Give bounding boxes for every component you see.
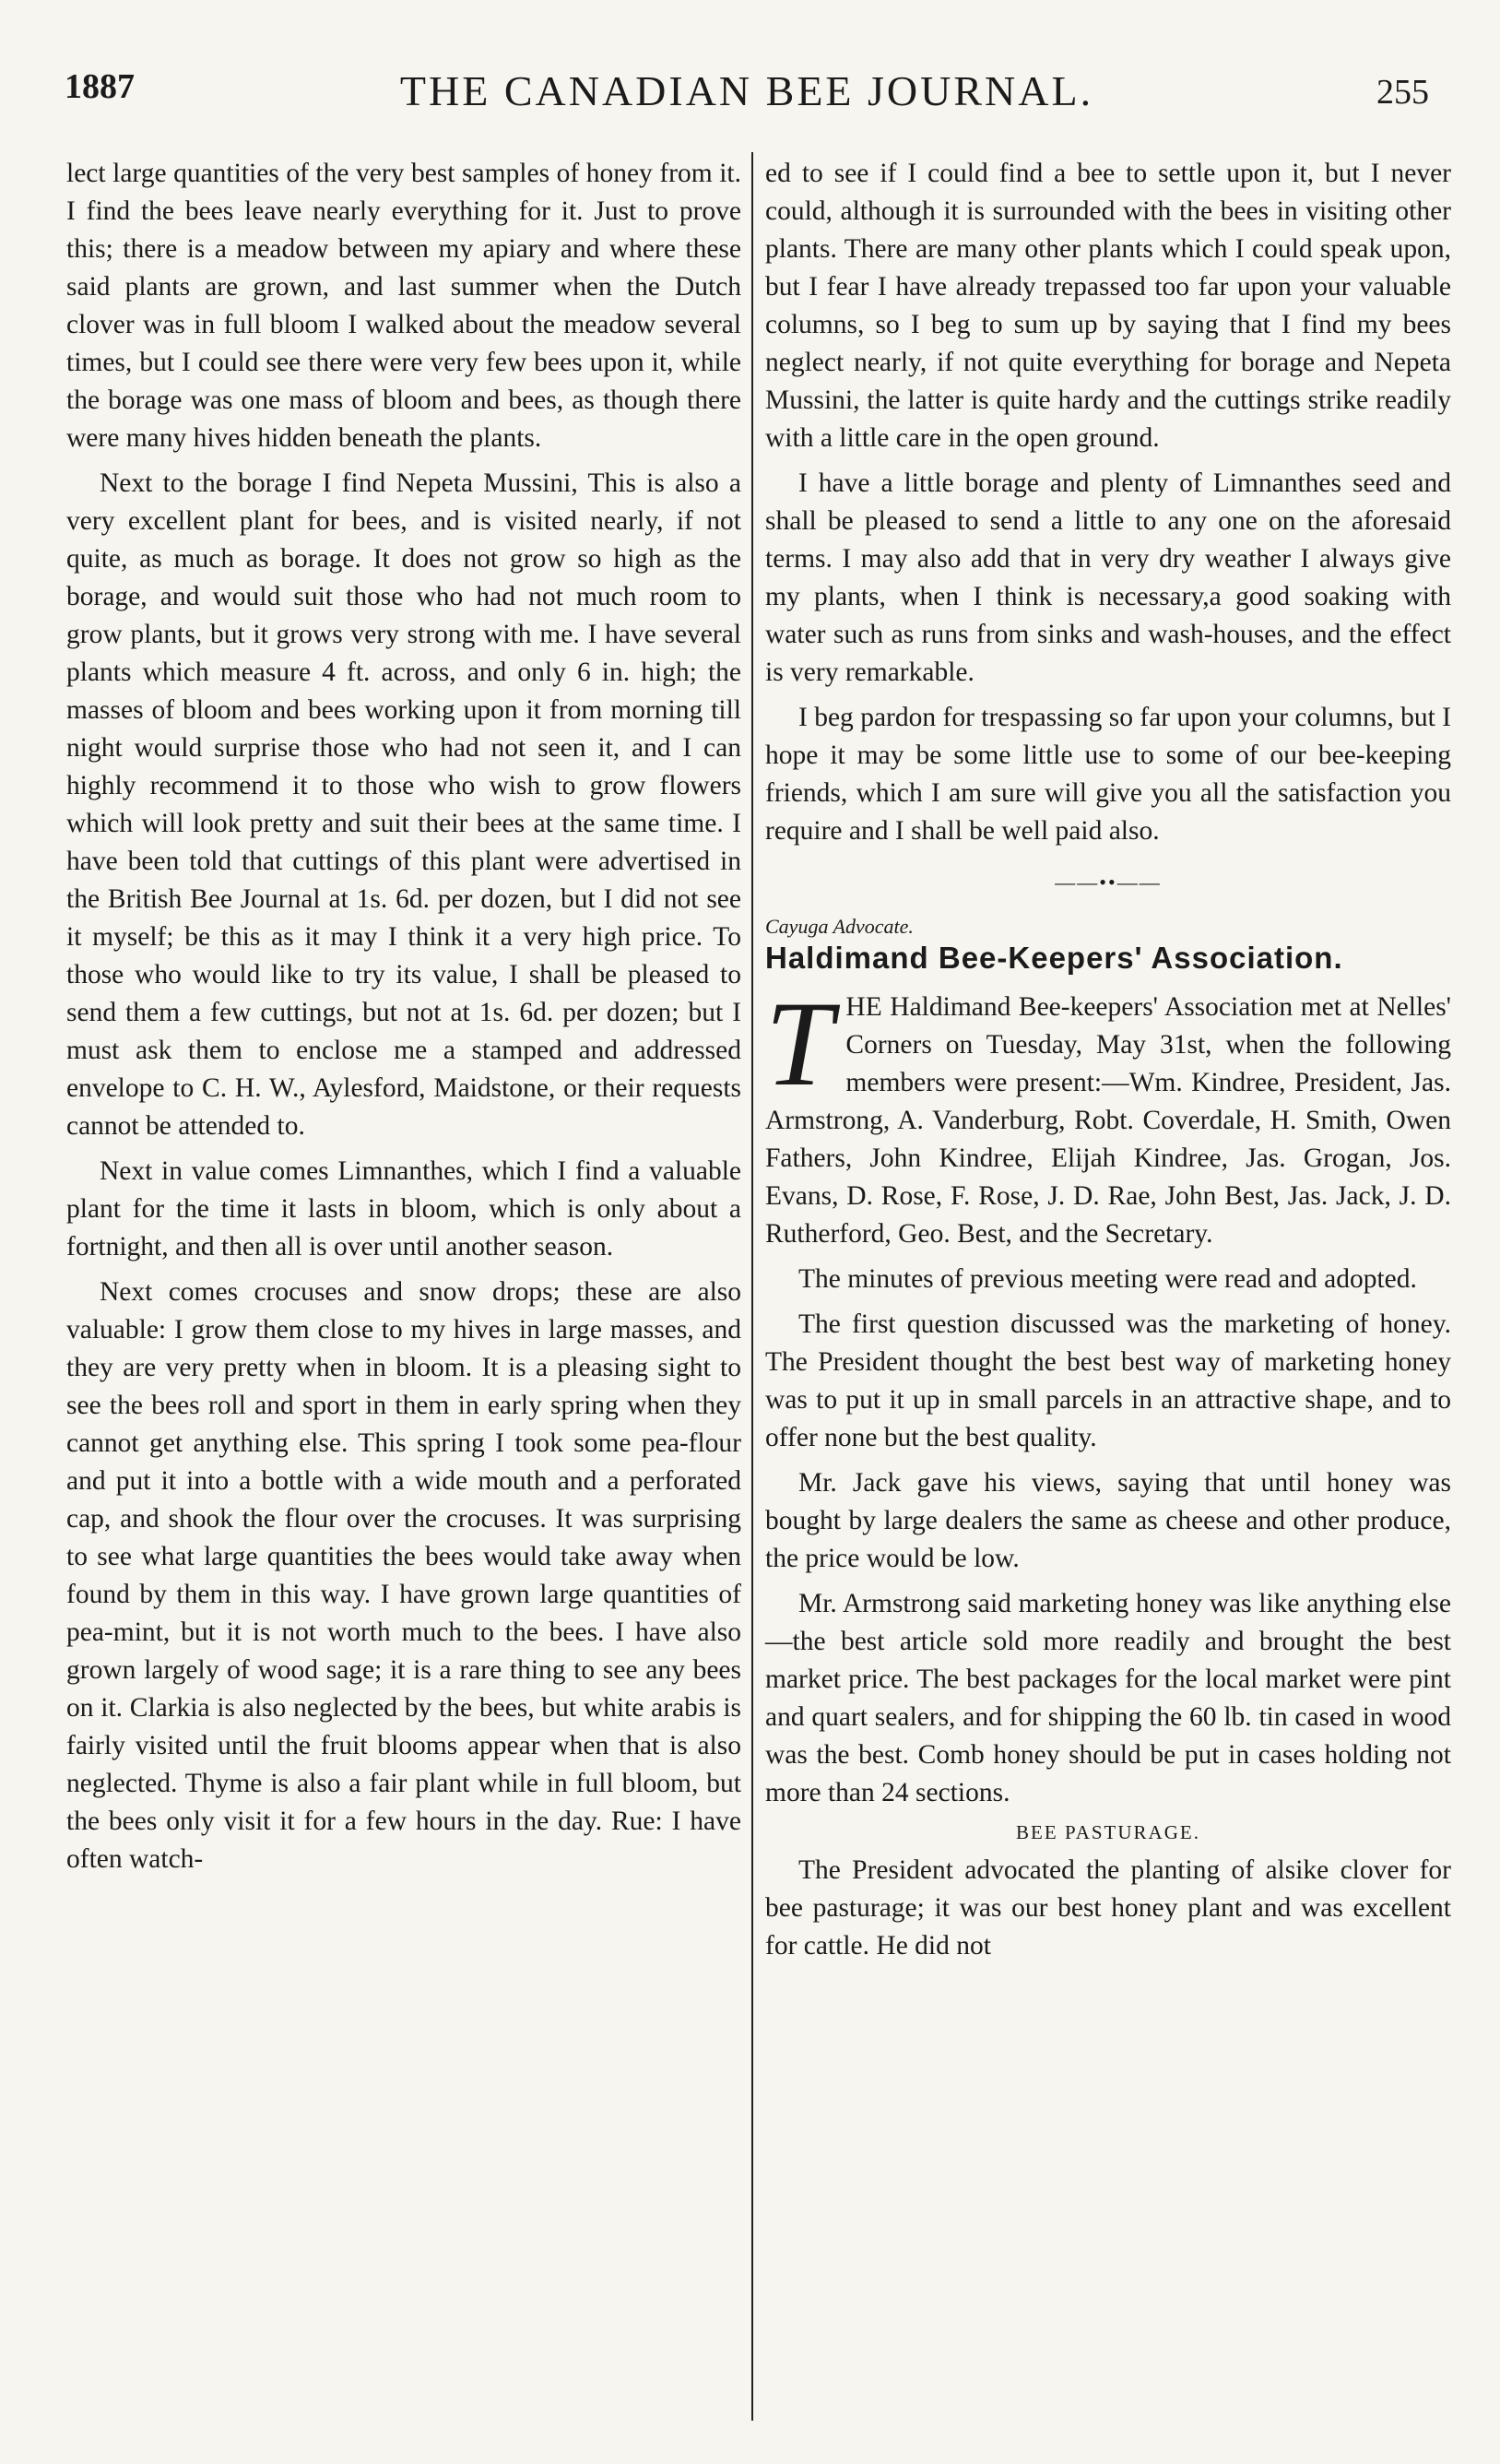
journal-title: THE CANADIAN BEE JOURNAL. <box>399 67 1094 114</box>
paragraph: lect large quantities of the very best samples of honey from it. I find the bees leave nearly everything for it. Just to prove this; there is a meadow between my apiary and where these said plants are grown, and last summer when the Dutch clover was in full bloom I walked about the meadow several times, but I could see there were very few bees upon it, while the borage was one mass of bloom and bees, as though there were many hives hidden beneath the plants. <box>66 159 741 453</box>
page-number: 255 <box>1376 73 1429 112</box>
paragraph: HE Haldimand Bee-keepers' Association met at Nelles' Corners on Tuesday, May 31st, when the following members were present:—Wm. Kindree, President, Jas. Armstrong, A. Vanderburg, Robt. Coverdale, H. Smith, Owen Fathers, John Kindree, Elijah Kindree, Jas. Grogan, Jos. Evans, D. Rose, F. Rose, J. D. Rae, John Best, Jas. Jack, J. D. Rutherford, Geo. Best, and the Secretary. <box>765 992 1451 1249</box>
article-opening <box>765 976 1451 1253</box>
section-divider: ——••—— <box>1055 871 1162 894</box>
left-column <box>66 155 741 1886</box>
column-rule <box>751 152 753 2421</box>
drop-cap: T <box>765 976 833 1111</box>
paragraph: Next in value comes Limnanthes, which I find a valuable plant for the time it lasts in bloom, which is only about a fortnight, and then all is over until another season. <box>66 1156 741 1262</box>
paragraph: Mr. Jack gave his views, saying that until honey was bought by large dealers the same as cheese and other produce, the price would be low. <box>765 1468 1451 1573</box>
paragraph: The President advocated the planting of alsike clover for bee pasturage; it was our best honey plant and was excellent for cattle. He did not <box>765 1855 1451 1961</box>
paragraph: Next comes crocuses and snow drops; these are also valuable: I grow them close to my hives in large masses, and they are very pretty when in bloom. It is a pleasing sight to see the bees roll and sport in them in early spring when they cannot get anything else. This spring I took some pea-flour and put it into a bottle with a wide mouth and a perforated cap, and shook the flour over the crocuses. It was surprising to see what large quantities the bees would take away when found by them in this way. I have grown large quantities of pea-mint, but it is not worth much to the bees. I have also grown largely of wood sage; it is a rare thing to see any bees on it. Clarkia is also neglected by the bees, but white arabis is fairly visited until the fruit blooms appear when that is also neglected. Thyme is also a fair plant while in full bloom, but the bees only visit it for a few hours in the day. Rue: I have often watch- <box>66 1277 741 1874</box>
section-subheading: BEE PASTURAGE. <box>1016 1821 1200 1843</box>
right-column <box>765 155 1451 1972</box>
page-year: 1887 <box>65 67 135 106</box>
paragraph: ed to see if I could find a bee to settle upon it, but I never could, although it is surrounded with the bees in visiting other plants. There are many other plants which I could speak upon, but I fear I have already trepassed too far upon your valuable columns, so I beg to sum up by saying that I find my bees neglect nearly, if not quite everything for borage and Nepeta Mussini, the latter is quite hardy and the cuttings strike readily with a little care in the open ground. <box>765 159 1451 453</box>
paragraph: The first question discussed was the marketing of honey. The President thought the best best way of marketing honey was to put it up in small parcels in an attractive shape, and to offer none but the best quality. <box>765 1309 1451 1452</box>
paragraph: Next to the borage I find Nepeta Mussini, This is also a very excellent plant for bees, and is visited nearly, if not quite, as much as borage. It does not grow so high as the borage, and would suit those who had not much room to grow plants, but it grows very strong with me. I have several plants which measure 4 ft. across, and only 6 in. high; the masses of bloom and bees working upon it from morning till night would surprise those who had not seen it, and I can highly recommend it to those who wish to grow flowers which will look pretty and suit their bees at the same time. I have been told that cuttings of this plant were advertised in the British Bee Journal at 1s. 6d. per dozen, but I did not see it myself; be this as it may I think it a very high price. To those who would like to try its value, I shall be pleased to send them a few cuttings, but not at 1s. 6d. per dozen; but I must ask them to enclose me a stamped and addressed envelope to C. H. W., Aylesford, Maidstone, or their requests cannot be attended to. <box>66 468 741 1141</box>
article-source: Cayuga Advocate. <box>765 915 914 938</box>
paragraph: I have a little borage and plenty of Limnanthes seed and shall be pleased to send a little to any one on the aforesaid terms. I may also add that in very dry weather I always give my plants, when I think is necessary,a good soaking with water such as runs from sinks and wash-houses, and the effect is very remarkable. <box>765 468 1451 687</box>
paragraph: Mr. Armstrong said marketing honey was like anything else—the best article sold more readily and brought the best market price. The best packages for the local market were pint and quart sealers, and for shipping the 60 lb. tin cased in wood was the best. Comb honey should be put in cases holding not more than 24 sections. <box>765 1589 1451 1807</box>
paragraph: The minutes of previous meeting were read and adopted. <box>798 1264 1417 1294</box>
article-title: Haldimand Bee-Keepers' Association. <box>765 941 1343 975</box>
page-header <box>65 66 1429 122</box>
paragraph: I beg pardon for trespassing so far upon your columns, but I hope it may be some little use to some of our bee-keeping friends, which I am sure will give you all the satisfaction you require and I shall be well paid also. <box>765 703 1451 846</box>
